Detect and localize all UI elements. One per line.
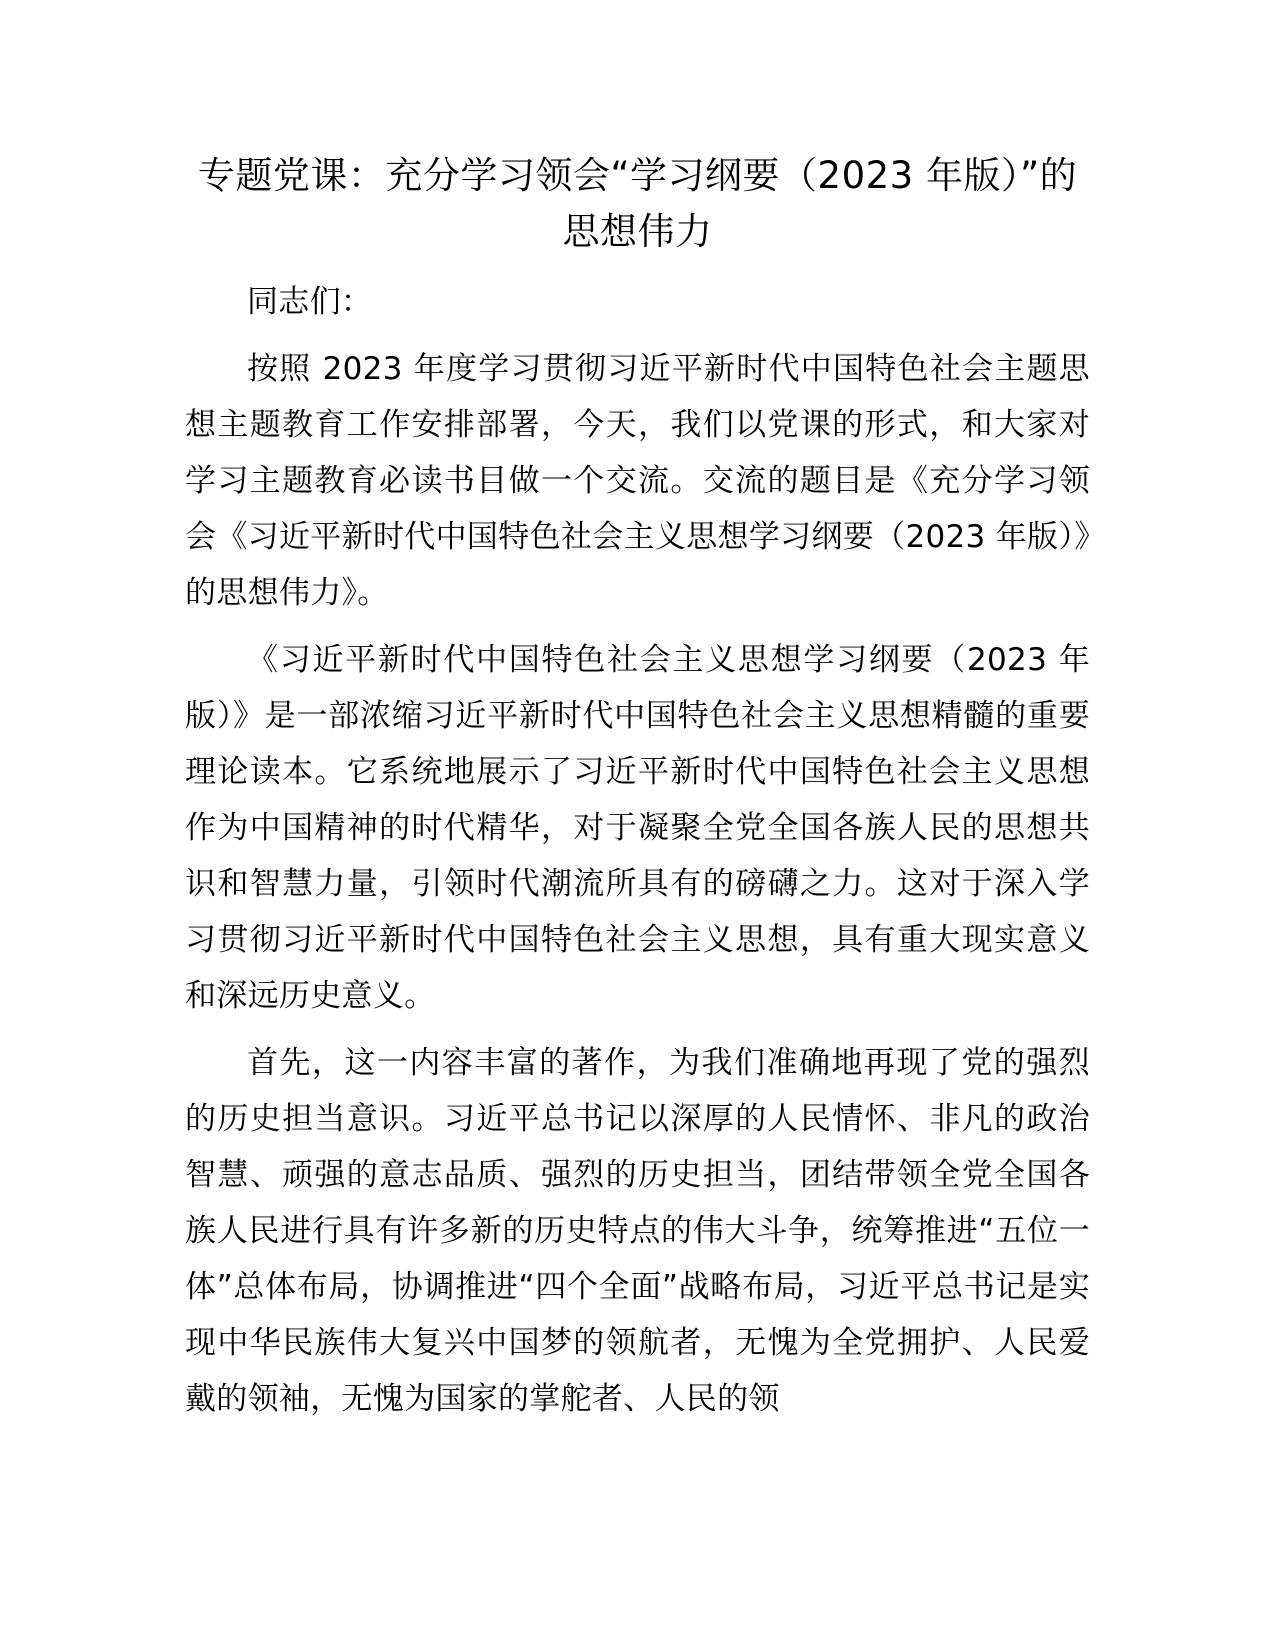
salutation: 同志们： [247,284,373,320]
document-title: 专题党课：充分学习领会“学习纲要（2023 年版）”的思想伟力 [197,154,1078,253]
paragraph-3: 首先，这一内容丰富的著作，为我们准确地再现了党的强烈的历史担当意识。习近平总书记以深厚的人民情怀、非凡的政治智慧、顽强的意志品质、强烈的历史担当，团结带领全党全国各族人民进行具有许多新的历史特点的伟大斗争，统筹推进“五位一体”总体布局，协调推进“四个全面”战略布局，习近平总书记是实现中华民族伟大复兴中国梦的领航者，无愧为全党拥护、人民爱戴的领袖，无愧为国家的掌舵者、人民的领 [185,1045,1090,1417]
paragraph-1: 按照 2023 年度学习贯彻习近平新时代中国特色社会主题思想主题教育工作安排部署，今天，我们以党课的形式，和大家对学习主题教育必读书目做一个交流。交流的题目是《充分学习领会《习近平新时代中国特色社会主义思想学习纲要（2023 年版）》的思想伟力》。 [185,351,1090,611]
paragraph-2: 《习近平新时代中国特色社会主义思想学习纲要（2023 年版）》是一部浓缩习近平新时代中国特色社会主义思想精髓的重要理论读本。它系统地展示了习近平新时代中国特色社会主义思想作为中国精神的时代精华，对于凝聚全党全国各族人民的思想共识和智慧力量，引领时代潮流所具有的磅礴之力。这对于深入学习贯彻习近平新时代中国特色社会主义思想，具有重大现实意义和深远历史意义。 [185,642,1090,1014]
document-body [185,148,1090,1427]
